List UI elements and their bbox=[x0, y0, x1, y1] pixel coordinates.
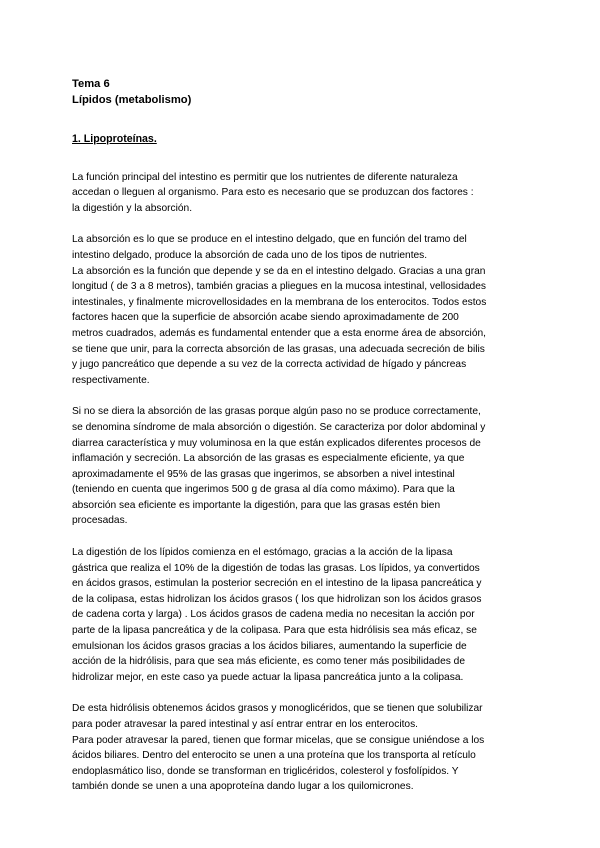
paragraph-line: absorción sea eficiente es importante la digestión, para que las grasas estén bien bbox=[72, 499, 441, 511]
paragraph-line: en ácidos grasos, estimulan la posterior secreción en el intestino de la lipasa pancreática y bbox=[72, 578, 482, 590]
paragraph-line: (teniendo en cuenta que ingerimos 500 g de grasa al día como máximo). Para que la bbox=[72, 484, 455, 496]
paragraph-line: La función principal del intestino es permitir que los nutrientes de diferente naturaleza bbox=[72, 171, 458, 183]
paragraph-absorption-intro bbox=[72, 232, 532, 263]
paragraph-line: respectivamente. bbox=[72, 374, 150, 386]
document-title-topic: Tema 6 bbox=[72, 78, 110, 90]
paragraph-line: hidrolizar mejor, en este caso ya puede actuar la lipasa pancreática junto a la colipasa. bbox=[72, 671, 464, 683]
paragraph-line: de cadena corta y larga) . Los ácidos grasos de cadena media no necesitan la acción por bbox=[72, 609, 475, 621]
paragraph-line: acción de la hidrólisis, para que sea más eficiente, es como tener más posibilidades de bbox=[72, 656, 465, 668]
paragraph-line: intestino delgado, produce la absorción de cada uno de los tipos de nutrientes. bbox=[72, 249, 428, 261]
paragraph-line: también donde se unen a una apoproteína dando lugar a los quilomicrones. bbox=[72, 781, 414, 793]
paragraph-line: factores hacen que la superficie de absorción acabe siendo aproximadamente de 200 bbox=[72, 312, 459, 324]
paragraph-line: endoplasmático liso, donde se transforman en triglicéridos, colesterol y fosfolípidos. Y bbox=[72, 765, 459, 777]
paragraph-line: aproximadamente el 95% de las grasas que ingerimos, se absorben a nivel intestinal bbox=[72, 468, 455, 480]
paragraph-line: ácidos biliares. Dentro del enterocito se unen a una proteína que los transporta al retículo bbox=[72, 750, 476, 762]
paragraph-hydrolysis-products bbox=[72, 701, 532, 732]
paragraph-line: parte de la lipasa pancreática y de la colipasa. Para que esta hidrólisis sea más eficaz, se bbox=[72, 625, 477, 637]
paragraph-line: La digestión de los lípidos comienza en el estómago, gracias a la acción de la lipasa bbox=[72, 547, 453, 559]
paragraph-line: La absorción es lo que se produce en el intestino delgado, que en función del tramo del bbox=[72, 234, 467, 246]
paragraph-line: La absorción es la función que depende y se da en el intestino delgado. Gracias a una gran bbox=[72, 265, 486, 277]
paragraph-line: y jugo pancreático que depende a su vez de la correcta actividad de hígado y páncreas bbox=[72, 359, 467, 371]
paragraph-line: Para poder atravesar la pared, tienen que formar micelas, que se consigue uniéndose a los bbox=[72, 734, 485, 746]
paragraph-line: accedan o lleguen al organismo. Para esto es necesario que se produzcan dos factores : bbox=[72, 187, 474, 199]
paragraph-absorption-surface bbox=[72, 264, 532, 389]
paragraph-line: procesadas. bbox=[72, 515, 128, 527]
paragraph-line: Si no se diera la absorción de las grasas porque algún paso no se produce correctamente, bbox=[72, 406, 481, 418]
paragraph-line: de la colipasa, estas hidrolizan los ácidos grasos ( los que hidrolizan son los ácidos grasos bbox=[72, 593, 482, 605]
paragraph-line: metros cuadrados, además es fundamental entender que a esta enorme área de absorción, bbox=[72, 327, 486, 339]
paragraph-micelles bbox=[72, 733, 532, 795]
document-title-subject: Lípidos (metabolismo) bbox=[72, 94, 192, 106]
section-heading: 1. Lipoproteínas. bbox=[72, 133, 157, 145]
paragraph-malabsorption bbox=[72, 404, 532, 529]
paragraph-line: para poder atravesar la pared intestinal y así entrar entrar en los enterocitos. bbox=[72, 719, 418, 730]
paragraph-line: la digestión y la absorción. bbox=[72, 202, 193, 214]
paragraph-lipid-digestion bbox=[72, 545, 532, 685]
paragraph-line: intestinales, y finalmente microvellosidades en la membrana de los enterocitos. Todos estos bbox=[72, 296, 487, 308]
paragraph-line: se tiene que unir, para la correcta absorción de las grasas, una adecuada secreción de bilis bbox=[72, 343, 485, 355]
document-page bbox=[72, 76, 532, 795]
paragraph-intestine-function bbox=[72, 170, 532, 217]
paragraph-line: inflamación y secreción. La absorción de las grasas es especialmente eficiente, ya que bbox=[72, 453, 465, 465]
paragraph-line: diarrea característica y muy voluminosa en la que están explicados diferentes procesos de bbox=[72, 437, 481, 449]
paragraph-line: gástrica que realiza el 10% de la digestión de todas las grasas. Los lípidos, ya convertidos bbox=[72, 562, 480, 574]
paragraph-line: emulsionan los ácidos grasos gracias a los ácidos biliares, aumentando la superficie de bbox=[72, 640, 467, 652]
paragraph-line: De esta hidrólisis obtenemos ácidos grasos y monoglicéridos, que se tienen que solubilizar bbox=[72, 703, 483, 715]
paragraph-line: se denomina síndrome de mala absorción o digestión. Se caracteriza por dolor abdominal y bbox=[72, 421, 486, 433]
paragraph-line: longitud ( de 3 a 8 metros), también gracias a pliegues en la mucosa intestinal, vellosidades bbox=[72, 281, 486, 293]
